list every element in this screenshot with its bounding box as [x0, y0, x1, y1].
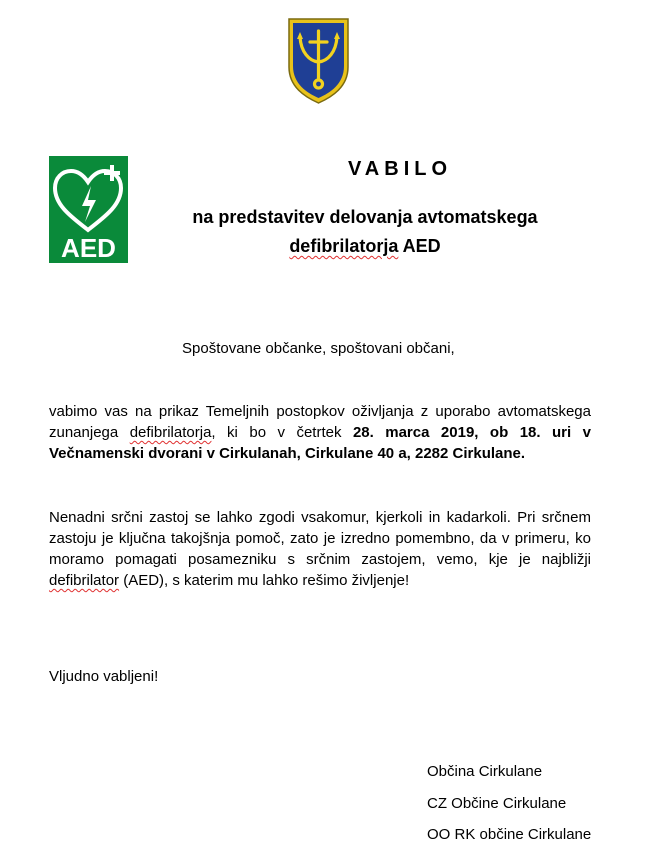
paragraph-1-part-2: , ki bo v četrtek	[211, 424, 353, 441]
spellcheck-word: defibrilatorja	[289, 236, 399, 256]
paragraph-2-part-1: Nenadni srčni zastoj se lahko zgodi vsakomur, kjerkoli in kadarkoli. Pri srčnem zastoju je ključna takojšnja pomoč, zato je izredno pomembno, da v primeru, ko moramo pomagati posamezniku s srčnim zastojem, vemo, kje je najbližji	[49, 509, 591, 568]
spellcheck-word: defibrilator	[49, 572, 120, 589]
signature-line: OO RK občine Cirkulane	[427, 826, 592, 843]
document-title: VABILO	[347, 158, 453, 180]
spellcheck-word: defibrilatorja	[129, 424, 212, 441]
signature-line: Občina Cirkulane	[427, 763, 543, 780]
subtitle-line-2-rest: AED	[398, 236, 441, 256]
event-details: 28. marca 2019, ob 18. uri v Večnamenski dvorani v Cirkulanah, Cirkulane 40 a, 2282 Cirkulane.	[49, 424, 591, 462]
closing-line: Vljudno vabljeni!	[49, 668, 159, 685]
subtitle-line-1: na predstavitev delovanja avtomatskega	[192, 207, 538, 227]
paragraph-invitation	[49, 401, 591, 464]
coat-of-arms-icon	[287, 17, 350, 105]
subtitle-line-2	[150, 232, 580, 261]
document-subtitle	[150, 203, 580, 261]
aed-logo-icon	[49, 156, 128, 263]
svg-text:AED: AED	[61, 233, 116, 263]
paragraph-1-part-1: vabimo vas na prikaz Temeljnih postopkov oživljanja z uporabo avtomatskega zunanjega	[49, 403, 591, 441]
paragraph-2-part-2: (AED), s katerim mu lahko rešimo življenje!	[119, 572, 410, 589]
signature-line: CZ Občine Cirkulane	[427, 795, 567, 812]
greeting: Spoštovane občanke, spoštovani občani,	[182, 340, 455, 357]
paragraph-info	[49, 507, 591, 591]
